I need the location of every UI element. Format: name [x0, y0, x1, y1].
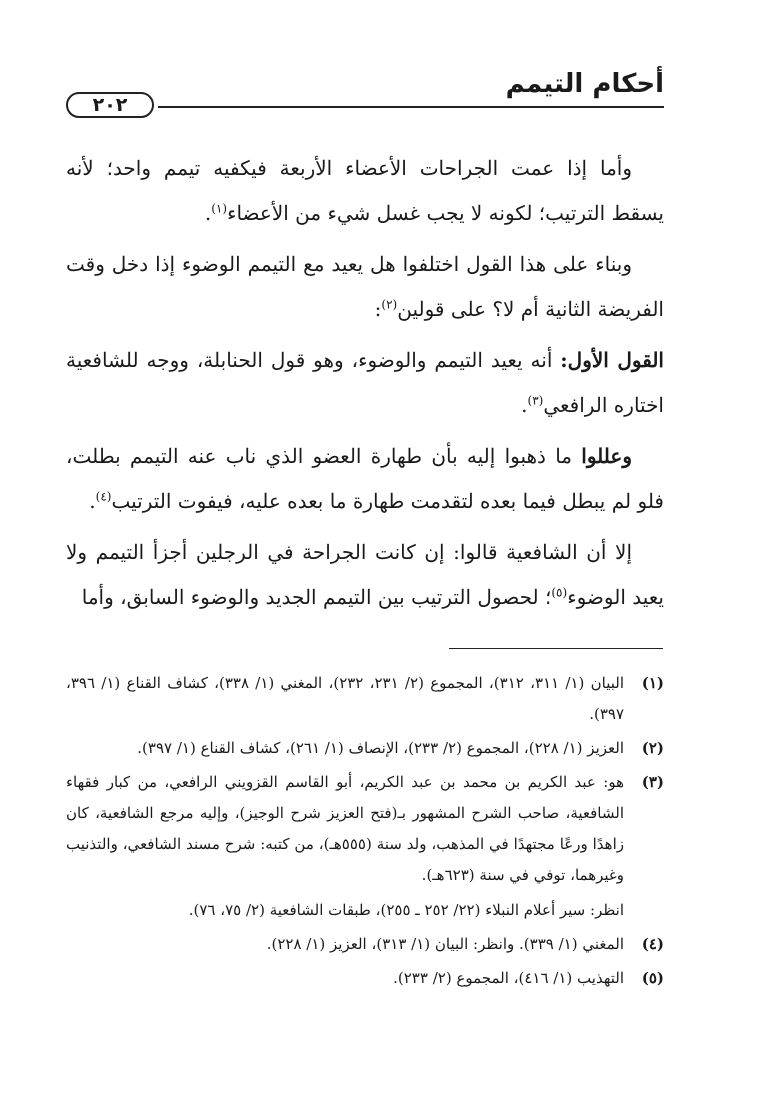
- footnote-1: [66, 668, 664, 730]
- paragraph-4-text: ما ذهبوا إليه بأن طهارة العضو الذي ناب عنه التيمم بطلت، فلو لم يبطل فيما بعده لتقدمت طهارة ما بعده عليه، فيفوت الترتيب: [66, 444, 664, 513]
- paragraph-3: [66, 338, 664, 428]
- footnote-ref-1: (١): [211, 201, 228, 216]
- paragraph-1-end: .: [204, 201, 212, 225]
- header-rule: [158, 106, 664, 108]
- paragraph-5: [66, 530, 664, 620]
- footnote-number: (٤): [641, 935, 664, 953]
- paragraph-1-text: وأما إذا عمت الجراحات الأعضاء الأربعة فيكفيه تيمم واحد؛ لأنه يسقط الترتيب؛ لكونه لا يجب غسل شيء من الأعضاء: [66, 156, 664, 225]
- footnote-text: البيان (١/ ٣١١، ٣١٢)، المجموع (٢/ ٢٣١، ٢٣٢)، المغني (١/ ٣٣٨)، كشاف القناع (١/ ٣٩٦، ٣٩٧).: [66, 674, 625, 723]
- footnote-separator: [449, 648, 663, 649]
- footnote-5: [66, 963, 664, 994]
- paragraph-4-end: .: [89, 489, 96, 513]
- footnote-see-also: انظر: سير أعلام النبلاء (٢٢/ ٢٥٢ ـ ٢٥٥)، طبقات الشافعية (٢/ ٧٥، ٧٦).: [188, 901, 624, 919]
- paragraph-3-end: .: [521, 393, 528, 417]
- footnote-number: (٥): [641, 969, 664, 987]
- paragraph-3-text: أنه يعيد التيمم والوضوء، وهو قول الحنابلة، ووجه للشافعية اختاره الرافعي: [66, 348, 664, 417]
- footnote-ref-2: (٢): [381, 297, 398, 312]
- page-header: [66, 68, 664, 118]
- footnote-text: المغني (١/ ٣٣٩). وانظر: البيان (١/ ٣١٣)، العزيز (١/ ٢٢٨).: [266, 935, 624, 953]
- paragraph-3-label: القول الأول:: [560, 348, 664, 372]
- paragraph-1: [66, 146, 664, 236]
- footnote-text: التهذيب (١/ ٤١٦)، المجموع (٢/ ٢٣٣).: [393, 969, 624, 987]
- footnote-ref-3: (٣): [527, 393, 544, 408]
- footnote-text: هو: عبد الكريم بن محمد بن عبد الكريم، أبو القاسم القزويني الرافعي، من كبار فقهاء الشافعية، صاحب الشرح المشهور بـ(فتح العزيز شرح الوجيز)، وإليه مرجع الشافعية، كان زاهدًا ورعًا مجتهدًا في المذهب، ولد سنة (٥٥٥هـ)، من كتبه: شرح مسند الشافعي، والتذنيب وغيرهما، توفي في سنة (٦٢٣هـ).: [66, 773, 624, 884]
- main-text: [66, 146, 664, 626]
- paragraph-2: [66, 242, 664, 332]
- footnote-ref-4: (٤): [95, 489, 112, 504]
- paragraph-4: [66, 434, 664, 524]
- paragraph-5-text: إلا أن الشافعية قالوا: إن كانت الجراحة في الرجلين أجزأ التيمم ولا يعيد الوضوء: [66, 540, 664, 609]
- footnote-number: (٢): [641, 739, 664, 757]
- footnote-number: (٣): [641, 773, 664, 791]
- footnotes: [66, 668, 664, 997]
- footnote-4: [66, 929, 664, 960]
- paragraph-4-label: وعللوا: [581, 444, 632, 468]
- paragraph-2-end: :: [374, 297, 382, 321]
- chapter-title: أحكام التيمم: [505, 69, 664, 99]
- footnote-3: [66, 767, 664, 926]
- footnote-text: العزيز (١/ ٢٢٨)، المجموع (٢/ ٢٣٣)، الإنصاف (١/ ٢٦١)، كشاف القناع (١/ ٣٩٧).: [137, 739, 624, 757]
- footnote-number: (١): [641, 674, 664, 692]
- footnote-2: [66, 733, 664, 764]
- paragraph-2-text: وبناء على هذا القول اختلفوا هل يعيد مع التيمم الوضوء إذا دخل وقت الفريضة الثانية أم لا؟ على قولين: [66, 252, 664, 321]
- page-number: ٢٠٢: [66, 92, 154, 118]
- paragraph-5-end: ؛ لحصول الترتيب بين التيمم الجديد والوضوء السابق، وأما: [81, 585, 552, 609]
- footnote-ref-5: (٥): [551, 585, 568, 600]
